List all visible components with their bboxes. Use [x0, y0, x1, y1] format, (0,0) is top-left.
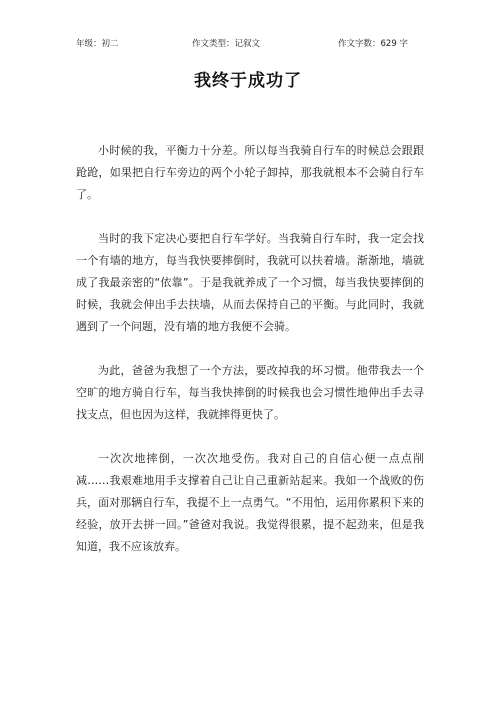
document-meta-header [0, 38, 496, 52]
essay-type-label: 作文类型：记叙文 [192, 39, 261, 49]
grade-label: 年级：初二 [76, 39, 119, 49]
essay-title: 我终于成功了 [194, 71, 302, 91]
paragraph-3: 为此，爸爸为我想了一个方法，要改掉我的坏习惯。他带我去一个空旷的地方骑自行车，每当我快摔倒的时候我也会习惯性地伸出手去寻找支点，但也因为这样，我就摔得更快了。 [76, 364, 424, 421]
paragraph-2: 当时的我下定决心要把自行车学好。当我骑自行车时，我一定会找一个有墙的地方，每当我快要摔倒时，我就可以扶着墙。渐渐地，墙就成了我最亲密的“依靠”。于是我就养成了一个习惯，每当我快要摔倒的时候，我就会伸出手去扶墙，从而去保持自己的平衡。与此同时，我就遇到了一个问题，没有墙的地方我便不会骑。 [76, 232, 424, 333]
paragraph-4: 一次次地摔倒，一次次地受伤。我对自己的自信心便一点点削减……我艰难地用手支撑着自己让自己重新站起来。我如一个战败的伤兵，面对那辆自行车，我提不上一点勇气。“不用怕，运用你累积下来的经验，放开去拼一回。”爸爸对我说。我觉得很累，提不起劲来，但是我知道，我不应该放弃。 [76, 452, 424, 553]
essay-body [76, 140, 424, 580]
word-count-label: 作文字数：629 字 [338, 39, 408, 49]
paragraph-1: 小时候的我，平衡力十分差。所以每当我骑自行车的时候总会跟跟跄跄，如果把自行车旁边的两个小轮子卸掉，那我就根本不会骑自行车了。 [76, 144, 424, 201]
